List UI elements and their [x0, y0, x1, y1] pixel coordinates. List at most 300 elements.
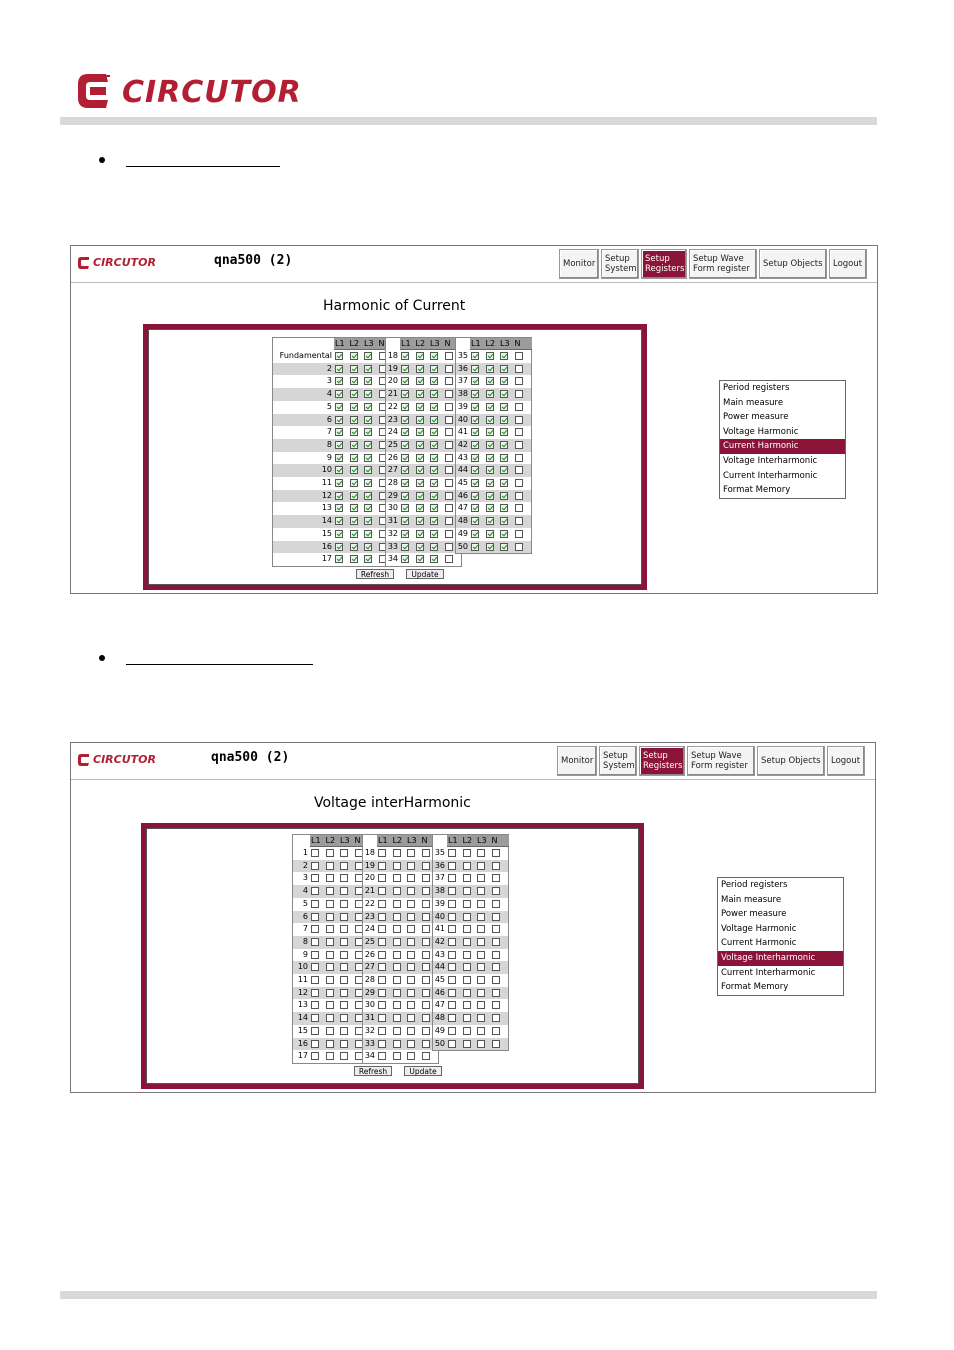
- checkbox-l2[interactable]: [486, 428, 494, 436]
- checkbox-l3[interactable]: [364, 403, 372, 411]
- checkbox-l1[interactable]: [378, 963, 386, 971]
- menu-item-current-interharmonic[interactable]: Current Interharmonic: [723, 470, 818, 481]
- checkbox-n[interactable]: [422, 989, 430, 997]
- menu-item-main-measure[interactable]: Main measure: [723, 397, 784, 408]
- checkbox-l2[interactable]: [393, 849, 401, 857]
- checkbox-l3[interactable]: [500, 543, 508, 551]
- checkbox-l3[interactable]: [407, 874, 415, 882]
- checkbox-l1[interactable]: [401, 466, 409, 474]
- checkbox-n[interactable]: [492, 1027, 500, 1035]
- checkbox-l2[interactable]: [326, 1001, 334, 1009]
- checkbox-l1[interactable]: [448, 938, 456, 946]
- checkbox-l1[interactable]: [335, 543, 343, 551]
- checkbox-l2[interactable]: [416, 504, 424, 512]
- checkbox-l2[interactable]: [326, 925, 334, 933]
- checkbox-n[interactable]: [515, 390, 523, 398]
- checkbox-l1[interactable]: [448, 913, 456, 921]
- checkbox-l2[interactable]: [393, 900, 401, 908]
- nav-logout[interactable]: Logout: [827, 746, 865, 776]
- checkbox-l2[interactable]: [416, 517, 424, 525]
- nav-setup-registers[interactable]: Setup Registers: [639, 746, 685, 776]
- checkbox-l3[interactable]: [364, 543, 372, 551]
- checkbox-n[interactable]: [515, 543, 523, 551]
- checkbox-l3[interactable]: [407, 1014, 415, 1022]
- checkbox-l3[interactable]: [340, 900, 348, 908]
- checkbox-n[interactable]: [492, 874, 500, 882]
- checkbox-l3[interactable]: [477, 989, 485, 997]
- checkbox-l2[interactable]: [463, 989, 471, 997]
- checkbox-n[interactable]: [422, 887, 430, 895]
- nav-logout[interactable]: Logout: [829, 249, 867, 279]
- checkbox-l2[interactable]: [463, 963, 471, 971]
- checkbox-l2[interactable]: [393, 989, 401, 997]
- checkbox-l3[interactable]: [477, 1001, 485, 1009]
- checkbox-n[interactable]: [492, 862, 500, 870]
- checkbox-l1[interactable]: [311, 963, 319, 971]
- checkbox-l1[interactable]: [335, 441, 343, 449]
- checkbox-l3[interactable]: [364, 492, 372, 500]
- menu-item-current-harmonic[interactable]: Current Harmonic: [720, 439, 845, 454]
- checkbox-l3[interactable]: [477, 925, 485, 933]
- checkbox-l2[interactable]: [393, 862, 401, 870]
- checkbox-l2[interactable]: [350, 555, 358, 563]
- checkbox-l2[interactable]: [463, 951, 471, 959]
- checkbox-l1[interactable]: [311, 1052, 319, 1060]
- checkbox-n[interactable]: [492, 963, 500, 971]
- checkbox-n[interactable]: [515, 492, 523, 500]
- checkbox-l2[interactable]: [350, 454, 358, 462]
- checkbox-l1[interactable]: [311, 874, 319, 882]
- checkbox-l1[interactable]: [401, 428, 409, 436]
- checkbox-l1[interactable]: [448, 862, 456, 870]
- checkbox-l3[interactable]: [430, 365, 438, 373]
- checkbox-l2[interactable]: [416, 416, 424, 424]
- checkbox-l1[interactable]: [448, 900, 456, 908]
- checkbox-l2[interactable]: [463, 862, 471, 870]
- checkbox-l2[interactable]: [393, 925, 401, 933]
- checkbox-l3[interactable]: [500, 530, 508, 538]
- checkbox-l2[interactable]: [326, 1027, 334, 1035]
- checkbox-l1[interactable]: [448, 951, 456, 959]
- checkbox-l2[interactable]: [463, 976, 471, 984]
- checkbox-l1[interactable]: [471, 365, 479, 373]
- checkbox-l2[interactable]: [326, 849, 334, 857]
- checkbox-n[interactable]: [422, 938, 430, 946]
- checkbox-l2[interactable]: [393, 874, 401, 882]
- checkbox-n[interactable]: [445, 403, 453, 411]
- checkbox-l1[interactable]: [378, 951, 386, 959]
- checkbox-l2[interactable]: [326, 862, 334, 870]
- nav-setup-system[interactable]: Setup System: [601, 249, 639, 279]
- checkbox-l1[interactable]: [471, 504, 479, 512]
- checkbox-l3[interactable]: [407, 1027, 415, 1035]
- checkbox-l2[interactable]: [463, 887, 471, 895]
- checkbox-n[interactable]: [445, 352, 453, 360]
- checkbox-l2[interactable]: [463, 1027, 471, 1035]
- checkbox-l2[interactable]: [393, 938, 401, 946]
- checkbox-l3[interactable]: [340, 874, 348, 882]
- checkbox-l1[interactable]: [401, 390, 409, 398]
- checkbox-l1[interactable]: [471, 352, 479, 360]
- checkbox-n[interactable]: [492, 1001, 500, 1009]
- checkbox-l1[interactable]: [311, 900, 319, 908]
- checkbox-l2[interactable]: [326, 900, 334, 908]
- checkbox-l1[interactable]: [448, 1027, 456, 1035]
- checkbox-n[interactable]: [445, 466, 453, 474]
- checkbox-l1[interactable]: [311, 1027, 319, 1035]
- checkbox-l3[interactable]: [340, 1040, 348, 1048]
- checkbox-l1[interactable]: [378, 900, 386, 908]
- checkbox-l1[interactable]: [448, 925, 456, 933]
- checkbox-l1[interactable]: [335, 517, 343, 525]
- checkbox-n[interactable]: [492, 849, 500, 857]
- checkbox-l1[interactable]: [311, 849, 319, 857]
- checkbox-n[interactable]: [445, 555, 453, 563]
- checkbox-n[interactable]: [422, 862, 430, 870]
- checkbox-l1[interactable]: [471, 390, 479, 398]
- checkbox-l1[interactable]: [401, 479, 409, 487]
- checkbox-l1[interactable]: [378, 874, 386, 882]
- checkbox-l1[interactable]: [378, 925, 386, 933]
- checkbox-n[interactable]: [492, 925, 500, 933]
- checkbox-l1[interactable]: [401, 441, 409, 449]
- checkbox-l1[interactable]: [471, 403, 479, 411]
- menu-item-current-interharmonic[interactable]: Current Interharmonic: [721, 967, 816, 978]
- checkbox-l1[interactable]: [378, 1052, 386, 1060]
- checkbox-l2[interactable]: [350, 441, 358, 449]
- checkbox-l1[interactable]: [378, 887, 386, 895]
- nav-setup-system[interactable]: Setup System: [599, 746, 637, 776]
- checkbox-l3[interactable]: [364, 428, 372, 436]
- checkbox-l1[interactable]: [311, 938, 319, 946]
- checkbox-l3[interactable]: [364, 352, 372, 360]
- checkbox-l1[interactable]: [311, 862, 319, 870]
- checkbox-l3[interactable]: [430, 416, 438, 424]
- checkbox-l1[interactable]: [401, 492, 409, 500]
- menu-item-period-registers[interactable]: Period registers: [721, 880, 788, 890]
- checkbox-l1[interactable]: [448, 1014, 456, 1022]
- checkbox-l3[interactable]: [407, 862, 415, 870]
- checkbox-l2[interactable]: [326, 1040, 334, 1048]
- checkbox-l3[interactable]: [500, 365, 508, 373]
- checkbox-l1[interactable]: [335, 352, 343, 360]
- menu-item-voltage-harmonic[interactable]: Voltage Harmonic: [721, 923, 797, 934]
- checkbox-l1[interactable]: [471, 428, 479, 436]
- checkbox-l1[interactable]: [401, 543, 409, 551]
- checkbox-l3[interactable]: [340, 913, 348, 921]
- checkbox-l3[interactable]: [477, 1027, 485, 1035]
- checkbox-l2[interactable]: [486, 390, 494, 398]
- checkbox-n[interactable]: [422, 925, 430, 933]
- checkbox-l2[interactable]: [416, 466, 424, 474]
- checkbox-l1[interactable]: [448, 976, 456, 984]
- menu-item-format-memory[interactable]: Format Memory: [723, 485, 791, 496]
- checkbox-l3[interactable]: [430, 479, 438, 487]
- checkbox-l3[interactable]: [477, 1040, 485, 1048]
- checkbox-n[interactable]: [422, 849, 430, 857]
- checkbox-l1[interactable]: [335, 555, 343, 563]
- checkbox-n[interactable]: [445, 479, 453, 487]
- checkbox-l1[interactable]: [401, 454, 409, 462]
- checkbox-l2[interactable]: [463, 1014, 471, 1022]
- checkbox-l1[interactable]: [471, 441, 479, 449]
- checkbox-l2[interactable]: [416, 479, 424, 487]
- checkbox-l3[interactable]: [340, 989, 348, 997]
- menu-item-voltage-harmonic[interactable]: Voltage Harmonic: [723, 426, 799, 437]
- checkbox-l2[interactable]: [486, 454, 494, 462]
- checkbox-l2[interactable]: [326, 963, 334, 971]
- checkbox-l1[interactable]: [401, 504, 409, 512]
- checkbox-l2[interactable]: [416, 530, 424, 538]
- checkbox-l1[interactable]: [448, 1001, 456, 1009]
- checkbox-l2[interactable]: [350, 390, 358, 398]
- checkbox-l3[interactable]: [477, 951, 485, 959]
- menu-item-main-measure[interactable]: Main measure: [721, 894, 782, 905]
- checkbox-l3[interactable]: [364, 377, 372, 385]
- checkbox-l1[interactable]: [401, 352, 409, 360]
- checkbox-l1[interactable]: [378, 862, 386, 870]
- checkbox-n[interactable]: [515, 352, 523, 360]
- checkbox-l3[interactable]: [477, 862, 485, 870]
- checkbox-l1[interactable]: [471, 517, 479, 525]
- nav-monitor[interactable]: Monitor: [557, 746, 597, 776]
- checkbox-n[interactable]: [422, 913, 430, 921]
- nav-setup-registers[interactable]: Setup Registers: [641, 249, 687, 279]
- checkbox-l1[interactable]: [471, 454, 479, 462]
- checkbox-l3[interactable]: [477, 874, 485, 882]
- checkbox-l1[interactable]: [401, 416, 409, 424]
- checkbox-l3[interactable]: [340, 951, 348, 959]
- checkbox-l1[interactable]: [471, 479, 479, 487]
- checkbox-l2[interactable]: [350, 543, 358, 551]
- checkbox-n[interactable]: [445, 365, 453, 373]
- checkbox-l1[interactable]: [471, 530, 479, 538]
- checkbox-l3[interactable]: [407, 1040, 415, 1048]
- checkbox-l1[interactable]: [335, 377, 343, 385]
- checkbox-l3[interactable]: [340, 1014, 348, 1022]
- checkbox-n[interactable]: [422, 1040, 430, 1048]
- checkbox-n[interactable]: [492, 938, 500, 946]
- menu-item-power-measure[interactable]: Power measure: [723, 412, 789, 423]
- checkbox-n[interactable]: [492, 1040, 500, 1048]
- checkbox-l3[interactable]: [500, 504, 508, 512]
- checkbox-l3[interactable]: [364, 466, 372, 474]
- checkbox-l3[interactable]: [500, 454, 508, 462]
- checkbox-l2[interactable]: [326, 913, 334, 921]
- checkbox-l1[interactable]: [311, 989, 319, 997]
- checkbox-l2[interactable]: [416, 543, 424, 551]
- checkbox-l1[interactable]: [311, 1040, 319, 1048]
- checkbox-l1[interactable]: [448, 887, 456, 895]
- checkbox-l3[interactable]: [407, 1052, 415, 1060]
- checkbox-l3[interactable]: [430, 555, 438, 563]
- nav-setup-wave-form-register[interactable]: Setup Wave Form register: [689, 249, 757, 279]
- checkbox-l3[interactable]: [477, 900, 485, 908]
- checkbox-l3[interactable]: [407, 938, 415, 946]
- checkbox-n[interactable]: [492, 900, 500, 908]
- checkbox-l3[interactable]: [364, 555, 372, 563]
- checkbox-l1[interactable]: [378, 1001, 386, 1009]
- checkbox-n[interactable]: [422, 900, 430, 908]
- checkbox-l3[interactable]: [500, 377, 508, 385]
- checkbox-l1[interactable]: [335, 428, 343, 436]
- checkbox-l2[interactable]: [486, 530, 494, 538]
- checkbox-n[interactable]: [492, 989, 500, 997]
- checkbox-l2[interactable]: [463, 849, 471, 857]
- checkbox-l1[interactable]: [378, 1014, 386, 1022]
- checkbox-n[interactable]: [515, 454, 523, 462]
- checkbox-l2[interactable]: [463, 1040, 471, 1048]
- checkbox-l2[interactable]: [416, 441, 424, 449]
- checkbox-l3[interactable]: [364, 416, 372, 424]
- checkbox-l1[interactable]: [311, 913, 319, 921]
- menu-item-current-harmonic[interactable]: Current Harmonic: [721, 938, 797, 949]
- checkbox-l1[interactable]: [335, 416, 343, 424]
- checkbox-l1[interactable]: [378, 1040, 386, 1048]
- checkbox-l3[interactable]: [430, 530, 438, 538]
- checkbox-l1[interactable]: [311, 976, 319, 984]
- checkbox-l3[interactable]: [430, 543, 438, 551]
- checkbox-l1[interactable]: [378, 849, 386, 857]
- checkbox-n[interactable]: [515, 428, 523, 436]
- checkbox-l2[interactable]: [416, 454, 424, 462]
- checkbox-l2[interactable]: [416, 492, 424, 500]
- checkbox-l3[interactable]: [430, 403, 438, 411]
- checkbox-l2[interactable]: [486, 416, 494, 424]
- checkbox-l3[interactable]: [477, 963, 485, 971]
- checkbox-l3[interactable]: [340, 1027, 348, 1035]
- checkbox-l1[interactable]: [311, 887, 319, 895]
- checkbox-l2[interactable]: [463, 938, 471, 946]
- checkbox-l2[interactable]: [486, 543, 494, 551]
- checkbox-n[interactable]: [515, 365, 523, 373]
- checkbox-l1[interactable]: [335, 365, 343, 373]
- checkbox-l2[interactable]: [350, 352, 358, 360]
- checkbox-l3[interactable]: [477, 1014, 485, 1022]
- checkbox-l2[interactable]: [416, 555, 424, 563]
- checkbox-l1[interactable]: [311, 1001, 319, 1009]
- checkbox-l1[interactable]: [448, 989, 456, 997]
- checkbox-l1[interactable]: [378, 938, 386, 946]
- checkbox-l2[interactable]: [463, 913, 471, 921]
- checkbox-l2[interactable]: [486, 492, 494, 500]
- checkbox-l2[interactable]: [350, 377, 358, 385]
- checkbox-l2[interactable]: [350, 530, 358, 538]
- checkbox-l2[interactable]: [486, 466, 494, 474]
- checkbox-l3[interactable]: [477, 938, 485, 946]
- checkbox-l2[interactable]: [350, 403, 358, 411]
- checkbox-l1[interactable]: [378, 1027, 386, 1035]
- checkbox-l2[interactable]: [486, 517, 494, 525]
- checkbox-l1[interactable]: [401, 530, 409, 538]
- checkbox-l3[interactable]: [430, 517, 438, 525]
- checkbox-n[interactable]: [422, 1052, 430, 1060]
- checkbox-l1[interactable]: [335, 390, 343, 398]
- checkbox-l3[interactable]: [500, 492, 508, 500]
- checkbox-l3[interactable]: [340, 1052, 348, 1060]
- checkbox-l1[interactable]: [401, 403, 409, 411]
- checkbox-n[interactable]: [445, 390, 453, 398]
- checkbox-l1[interactable]: [401, 377, 409, 385]
- checkbox-n[interactable]: [515, 441, 523, 449]
- checkbox-l1[interactable]: [471, 416, 479, 424]
- checkbox-l3[interactable]: [430, 466, 438, 474]
- checkbox-l1[interactable]: [335, 454, 343, 462]
- checkbox-l3[interactable]: [430, 504, 438, 512]
- checkbox-l3[interactable]: [500, 352, 508, 360]
- checkbox-l1[interactable]: [311, 925, 319, 933]
- checkbox-l3[interactable]: [477, 913, 485, 921]
- checkbox-l1[interactable]: [335, 479, 343, 487]
- checkbox-l1[interactable]: [401, 555, 409, 563]
- checkbox-l3[interactable]: [364, 530, 372, 538]
- checkbox-n[interactable]: [422, 1001, 430, 1009]
- checkbox-l3[interactable]: [430, 390, 438, 398]
- checkbox-l1[interactable]: [378, 976, 386, 984]
- checkbox-l3[interactable]: [430, 492, 438, 500]
- checkbox-l3[interactable]: [364, 390, 372, 398]
- checkbox-n[interactable]: [445, 543, 453, 551]
- checkbox-l2[interactable]: [463, 925, 471, 933]
- checkbox-n[interactable]: [515, 530, 523, 538]
- checkbox-l3[interactable]: [340, 862, 348, 870]
- checkbox-l2[interactable]: [486, 441, 494, 449]
- checkbox-l3[interactable]: [364, 479, 372, 487]
- checkbox-l1[interactable]: [448, 963, 456, 971]
- checkbox-l3[interactable]: [500, 479, 508, 487]
- checkbox-l2[interactable]: [350, 492, 358, 500]
- checkbox-l1[interactable]: [311, 951, 319, 959]
- checkbox-l2[interactable]: [350, 517, 358, 525]
- checkbox-l3[interactable]: [340, 938, 348, 946]
- checkbox-l3[interactable]: [430, 441, 438, 449]
- checkbox-n[interactable]: [422, 1027, 430, 1035]
- checkbox-l1[interactable]: [311, 1014, 319, 1022]
- refresh-button[interactable]: Refresh: [354, 1066, 392, 1076]
- checkbox-l1[interactable]: [448, 874, 456, 882]
- checkbox-l3[interactable]: [430, 352, 438, 360]
- checkbox-l3[interactable]: [500, 390, 508, 398]
- checkbox-n[interactable]: [515, 377, 523, 385]
- checkbox-l2[interactable]: [326, 989, 334, 997]
- checkbox-l3[interactable]: [477, 976, 485, 984]
- nav-setup-objects[interactable]: Setup Objects: [759, 249, 827, 279]
- checkbox-n[interactable]: [422, 976, 430, 984]
- checkbox-l2[interactable]: [326, 976, 334, 984]
- checkbox-l2[interactable]: [393, 976, 401, 984]
- checkbox-n[interactable]: [515, 517, 523, 525]
- checkbox-l2[interactable]: [416, 365, 424, 373]
- checkbox-l1[interactable]: [335, 403, 343, 411]
- checkbox-n[interactable]: [515, 416, 523, 424]
- checkbox-l3[interactable]: [407, 989, 415, 997]
- checkbox-l2[interactable]: [393, 951, 401, 959]
- checkbox-l2[interactable]: [326, 1052, 334, 1060]
- checkbox-l3[interactable]: [430, 377, 438, 385]
- checkbox-l3[interactable]: [430, 454, 438, 462]
- checkbox-l3[interactable]: [364, 441, 372, 449]
- checkbox-l2[interactable]: [393, 1014, 401, 1022]
- checkbox-l2[interactable]: [350, 504, 358, 512]
- checkbox-n[interactable]: [445, 441, 453, 449]
- checkbox-l2[interactable]: [416, 403, 424, 411]
- checkbox-l3[interactable]: [407, 900, 415, 908]
- checkbox-n[interactable]: [445, 454, 453, 462]
- checkbox-l3[interactable]: [500, 466, 508, 474]
- checkbox-l1[interactable]: [335, 504, 343, 512]
- checkbox-n[interactable]: [492, 913, 500, 921]
- checkbox-n[interactable]: [515, 403, 523, 411]
